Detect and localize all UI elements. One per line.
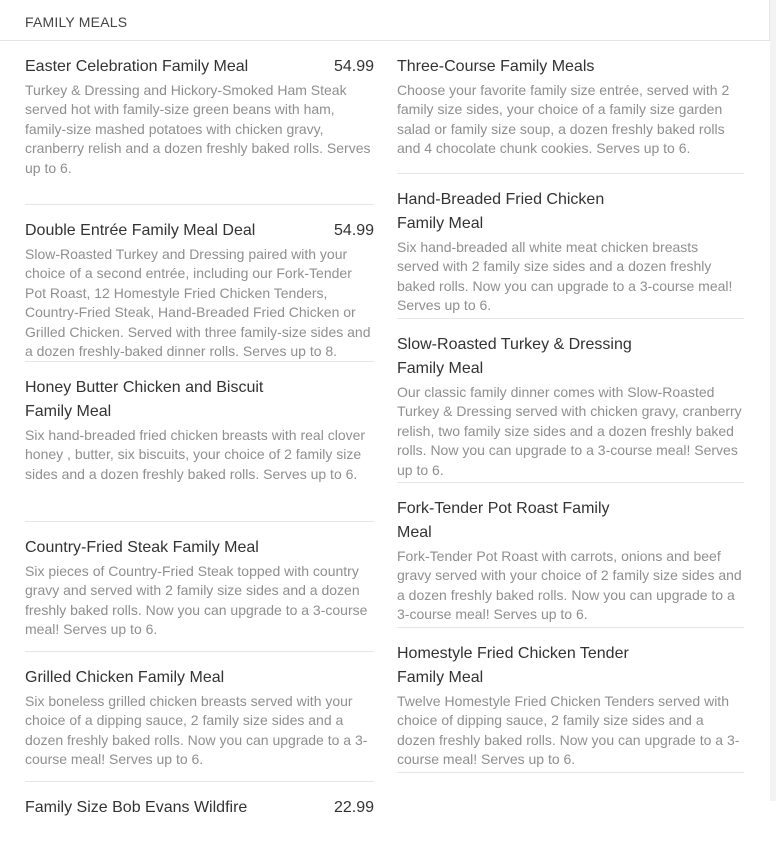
item-title: Country-Fried Steak Family Meal	[25, 539, 259, 556]
item-price: 54.99	[333, 58, 374, 75]
item-title: Hand-Breaded Fried Chicken Family Meal	[397, 191, 605, 232]
item-description: Turkey & Dressing and Hickory-Smoked Ham Steak served hot with family-size green beans with ham, family-size mashed potatoes with chicken gravy, cranberry relish and a dozen freshly baked rolls. Serves up to 6.	[25, 82, 371, 176]
item-description: Six pieces of Country-Fried Steak topped with country gravy and served with 2 family size sides and a dozen freshly baked rolls. Now you can upgrade to a 3-course meal! Serves up to 6.	[25, 563, 368, 638]
menu-item[interactable]	[25, 796, 374, 830]
right-column	[397, 55, 744, 787]
item-title: Easter Celebration Family Meal	[25, 58, 249, 75]
section-title: FAMILY MEALS	[0, 0, 770, 41]
item-price: 22.99	[333, 799, 374, 816]
item-title: Double Entrée Family Meal Deal	[25, 222, 256, 239]
menu-item[interactable]	[25, 219, 374, 362]
menu-item[interactable]	[25, 536, 374, 652]
menu-item[interactable]	[397, 55, 744, 174]
item-description: Slow-Roasted Turkey and Dressing paired with your choice of a second entrée, including our Fork-Tender Pot Roast, 12 Homestyle Fried Chicken Tenders, Country-Fried Steak, Hand-Breaded Fried Chicken or Grilled Chicken. Served with three family-size sides and a dozen freshly-baked dinner rolls. Serves up to 8.	[25, 246, 371, 360]
item-price: 54.99	[333, 222, 374, 239]
item-description: Six hand-breaded all white meat chicken breasts served with 2 family size sides and a dozen freshly baked rolls. Now you can upgrade to a 3-course meal! Serves up to 6.	[397, 239, 733, 314]
item-description: Choose your favorite family size entrée, served with 2 family size sides, your choice of a family size garden salad or family size soup, a dozen freshly baked rolls and 4 chocolate chunk cookies. Serves up to 6.	[397, 82, 730, 157]
menu-item[interactable]	[25, 666, 374, 782]
menu-item[interactable]	[397, 188, 744, 319]
item-description: Fork-Tender Pot Roast with carrots, onions and beef gravy served with your choice of 2 family size sides and a dozen freshly baked rolls. Now you can upgrade to a 3-course meal! Serves up to 6.	[397, 548, 742, 623]
item-title: Homestyle Fried Chicken Tender Family Meal	[397, 645, 629, 686]
scrollbar[interactable]	[770, 0, 776, 801]
menu-item[interactable]	[397, 333, 744, 483]
item-title: Fork-Tender Pot Roast Family Meal	[397, 500, 610, 541]
item-title: Grilled Chicken Family Meal	[25, 669, 225, 686]
item-title: Three-Course Family Meals	[397, 58, 595, 75]
item-title: Slow-Roasted Turkey & Dressing Family Meal	[397, 336, 632, 377]
item-description: Six boneless grilled chicken breasts served with your choice of a dipping sauce, 2 family size sides and a dozen freshly baked rolls. Now you can upgrade to a 3-course meal! Serves up to 6.	[25, 693, 368, 768]
left-column	[25, 55, 374, 844]
menu-item[interactable]	[25, 376, 374, 522]
item-title: Honey Butter Chicken and Biscuit Family Meal	[25, 379, 264, 420]
menu-item[interactable]	[397, 497, 744, 628]
item-title: Family Size Bob Evans Wildfire	[25, 799, 248, 816]
menu-item[interactable]	[25, 55, 374, 205]
item-description: Our classic family dinner comes with Slow-Roasted Turkey & Dressing served with chicken gravy, cranberry relish, two family size sides and a dozen freshly baked rolls. Now you can upgrade to a 3-course meal! Serves up to 6.	[397, 384, 742, 478]
item-description: Twelve Homestyle Fried Chicken Tenders served with choice of dipping sauce, 2 family size sides and a dozen freshly baked rolls. Now you can upgrade to a 3-course meal! Serves up to 6.	[397, 693, 740, 768]
menu-item[interactable]	[397, 642, 744, 773]
item-description: Six hand-breaded fried chicken breasts with real clover honey , butter, six biscuits, your choice of 2 family size sides and a dozen freshly baked rolls. Serves up to 6.	[25, 427, 366, 482]
